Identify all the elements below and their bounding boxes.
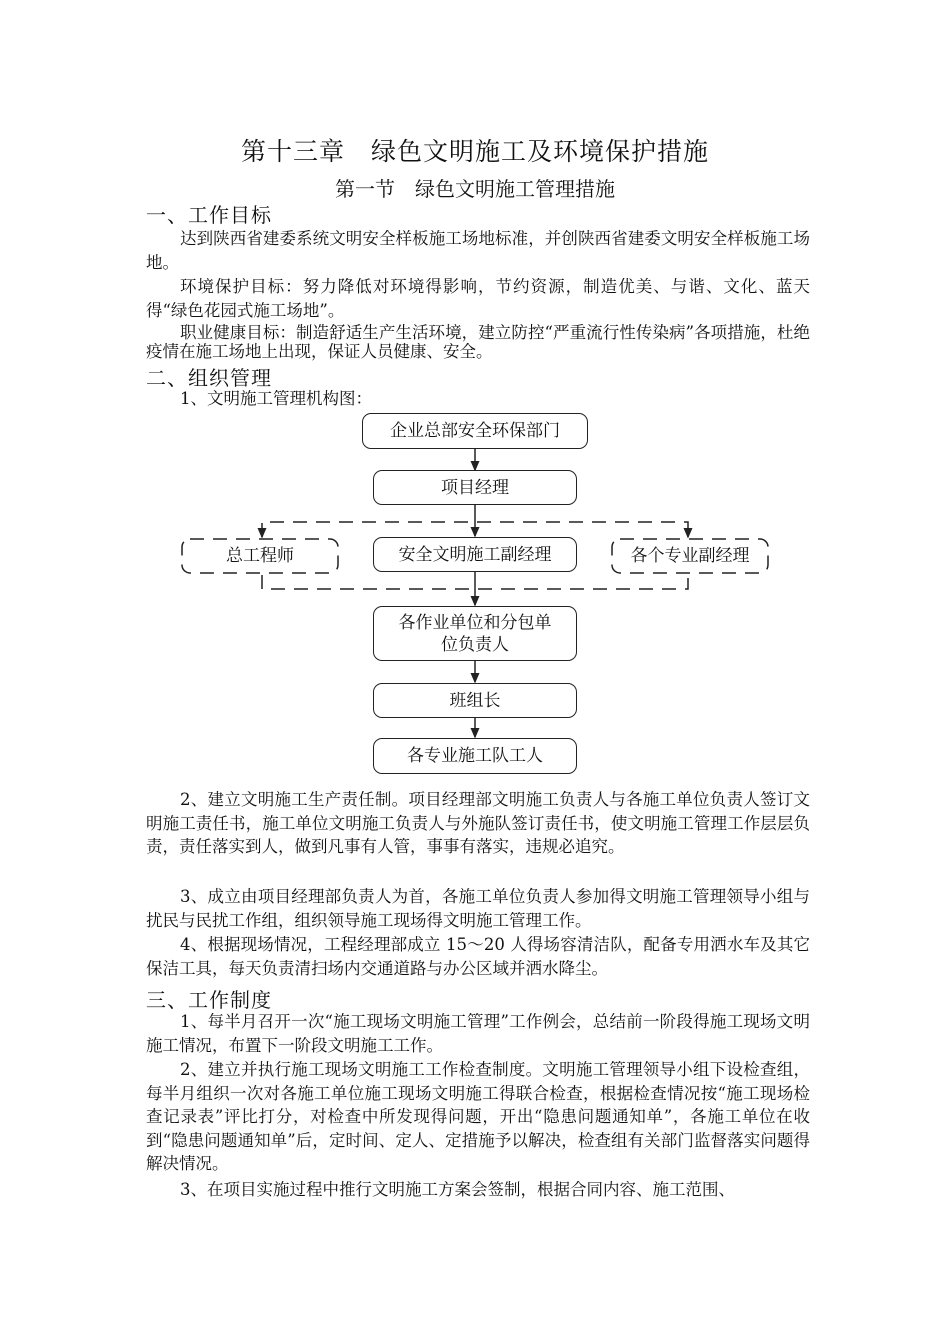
- section-title: 第一节 绿色文明施工管理措施: [335, 177, 615, 201]
- paragraph-environment-goal: 环境保护目标：努力降低对环境得影响，节约资源，制造优美、与谐、文化、蓝天得“绿色花园式施工场地”。: [146, 277, 810, 320]
- heading-work-goals: 一、工作目标: [146, 203, 272, 227]
- org-node-specialty-deputies: 各个专业副经理: [630, 546, 750, 566]
- org-node-hq-safety-dept: 企业总部安全环保部门: [362, 413, 588, 449]
- paragraph-leadership-group: 3、成立由项目经理部负责人为首，各施工单位负责人参加得文明施工管理领导小组与扰民与民扰工作组，组织领导施工现场得文明施工管理工作。: [146, 887, 810, 930]
- heading-organization: 二、组织管理: [146, 366, 272, 390]
- dashed-branch-bottom: [262, 575, 688, 589]
- paragraph-countersign: 3、在项目实施过程中推行文明施工方案会签制，根据合同内容、施工范围、: [180, 1180, 735, 1199]
- org-node-workers: 各专业施工队工人: [373, 738, 577, 774]
- org-node-project-manager: 项目经理: [373, 470, 577, 505]
- paragraph-health-goal: 职业健康目标：制造舒适生产生活环境，建立防控“严重流行性传染病”各项措施，杜绝疫情在施工场地上出现，保证人员健康、安全。: [146, 323, 810, 361]
- org-node-chief-engineer: 总工程师: [226, 546, 294, 566]
- org-node-team-leader: 班组长: [373, 683, 577, 718]
- org-node-unit-leaders: 各作业单位和分包单位负责人: [373, 606, 577, 661]
- paragraph-cleaning-team: 4、根据现场情况，工程经理部成立 15～20 人得场容清洁队，配备专用洒水车及其它保洁工具，每天负责清扫场内交通道路与办公区域并洒水降尘。: [146, 935, 810, 978]
- dashed-branch-top: [262, 522, 688, 537]
- paragraph-inspection: 2、建立并执行施工现场文明施工工作检查制度。文明施工管理领导小组下设检查组，每半月组织一次对各施工单位施工现场文明施工得联合检查，根据检查情况按“施工现场检查记录表”评比打分，对检查中所发现得问题，开出“隐患问题通知单”，各施工单位在收到“隐患问题通知单”后，定时间、定人、定措施予以解决，检查组有关部门监督落实问题得解决情况。: [146, 1060, 810, 1173]
- paragraph-responsibility-system: 2、建立文明施工生产责任制。项目经理部文明施工负责人与各施工单位负责人签订文明施工责任书，施工单位文明施工负责人与外施队签订责任书，使文明施工管理工作层层负责，责任落实到人，做到凡事有人管，事事有落实，违规必追究。: [146, 790, 810, 856]
- heading-work-system: 三、工作制度: [146, 988, 272, 1012]
- chapter-title: 第十三章 绿色文明施工及环境保护措施: [240, 137, 709, 166]
- paragraph-goal: 达到陕西省建委系统文明安全样板施工场地标准，并创陕西省建委文明安全样板施工场地。: [146, 229, 810, 272]
- org-chart-caption: 1、文明施工管理机构图：: [180, 389, 372, 408]
- org-node-safety-deputy-manager: 安全文明施工副经理: [373, 537, 577, 572]
- paragraph-meeting: 1、每半月召开一次“施工现场文明施工管理”工作例会，总结前一阶段得施工现场文明施工情况，布置下一阶段文明施工工作。: [146, 1012, 810, 1055]
